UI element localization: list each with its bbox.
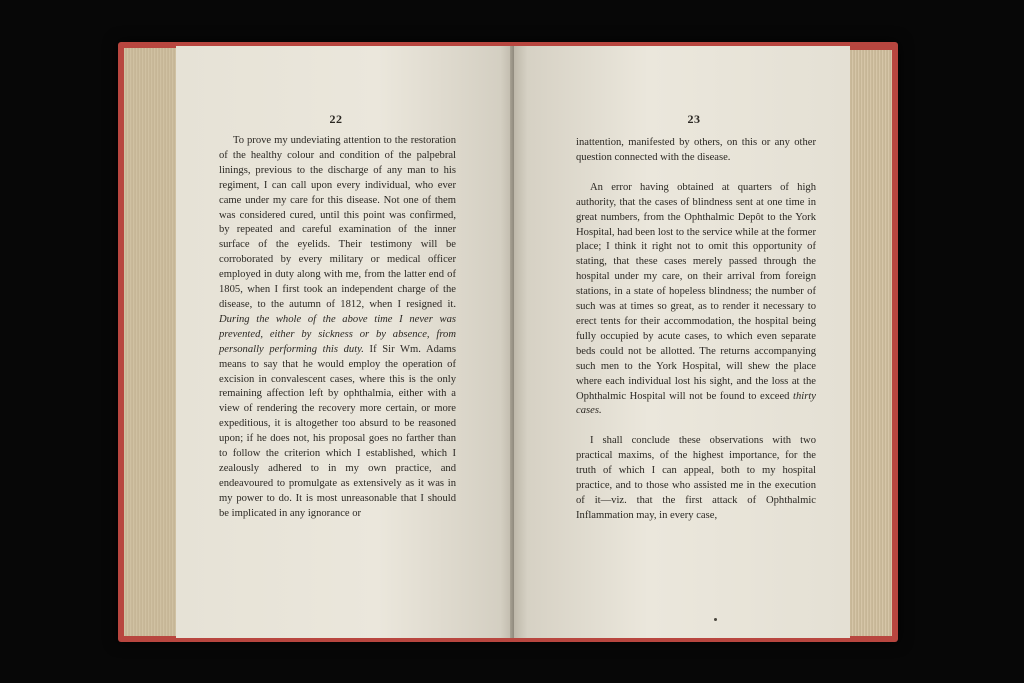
page-edges-right — [846, 50, 892, 636]
page-edges-left — [124, 48, 178, 636]
paper-speck — [714, 618, 717, 621]
page-text — [576, 136, 816, 524]
left-page — [176, 46, 514, 638]
paragraph: inattention, manifested by others, on this or any other question connected with the disease. — [576, 137, 816, 163]
paragraph-text: To prove my undeviating attention to the restoration of the healthy colour and condition of the palpebral linings, previous to the discharge of any man to his regiment, I can call upon every individual, who ever came under my care for this disease. Not one of them was considered cured, until this point was confirmed, by repeated and careful examination of the inner surface of the eyelids. Their testimony will be corroborated by every military or medical officer employed in duty along with me, from the latter end of 1805, when I first took an independent charge of the disease, to the autumn of 1812, when I resigned it. — [219, 135, 456, 310]
italic-text: thirty cases. — [576, 390, 816, 417]
paragraph — [576, 181, 816, 420]
paragraph-text: If Sir Wm. Adams means to say that he would employ the operation of excision in convalescent cases, where this is the only remaining affection left by ophthalmia, either with a view of rendering the recovery more certain, or more expeditious, it is altogether too absurd to be reasoned upon; if he does not, his proposal goes no farther than to follow the criterion which I established, which I zealously adhered to in my own practice, and endeavoured to promulgate as extensively as it was in my power to do. It is most unreasonable that I should be implicated in any ignorance or — [219, 343, 456, 519]
italic-text: During the whole of the above time I never was prevented, either by sickness or by absence, from personally performing this duty. — [219, 313, 456, 355]
paragraph — [219, 134, 456, 522]
page-number: 22 — [329, 112, 343, 126]
right-page — [514, 46, 850, 638]
paragraph: I shall conclude these observations with two practical maxims, of the highest importance, for the truth of which I can appeal, both to my hospital practice, and to those who assisted me in the execution of it—viz. that the first attack of Ophthalmic Inflammation may, in every case, — [576, 435, 816, 521]
paragraph-text: An error having obtained at quarters of high authority, that the cases of blindness sent at one time in great numbers, from the Ophthalmic Depôt to the York Hospital, had been lost to the service while at the former place; I think it right not to omit this opportunity of stating, that these cases merely passed through the hospital under my care, on their arrival from foreign stations, in a state of hopeless blindness; the number of such was at times so great, as to render it necessary to erect tents for their accommodation, the hospital being fully occupied by acute cases, to which even separate beds could not be allotted. The returns accompanying such men to the York Hospital, will shew the place where each individual lost his sight, and the loss at the Ophthalmic Hospital will not be found to exceed — [576, 181, 816, 402]
page-number: 23 — [687, 112, 701, 126]
page-text — [219, 134, 456, 522]
